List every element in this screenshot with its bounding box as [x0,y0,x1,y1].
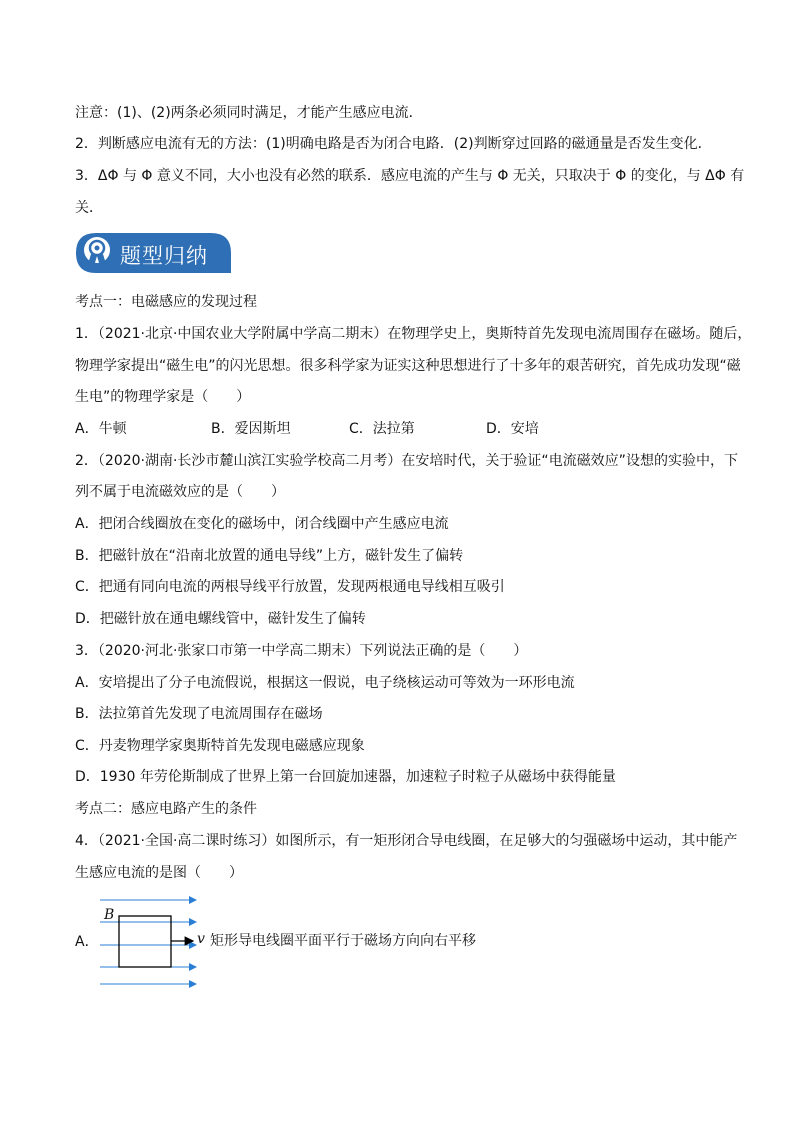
q4-option-a-label: A． [75,934,99,950]
q4-stem-line-1: 4．（2021·全国·高二课时练习）如图所示，有一矩形闭合导电线圈，在足够大的匀强磁场中运动，其中能产 [75,833,738,849]
q1-stem-line-3: 生电”的物理学家是（ ） [75,389,251,405]
section-title: 题型归纳 [120,244,208,268]
q3-option-c: C．丹麦物理学家奥斯特首先发现电磁感应现象 [75,738,365,754]
q2-option-d: D．把磁针放在通电螺线管中，磁针发生了偏转 [75,611,366,627]
q1-stem-line-1: 1．（2021·北京·中国农业大学附属中学高二期末）在物理学史上，奥斯特首先发现电流周围存在磁场。随后， [75,326,752,342]
velocity-label: v [197,931,205,947]
q2-option-a: A．把闭合线圈放在变化的磁场中，闭合线圈中产生感应电流 [75,516,449,532]
field-label: B [104,907,115,923]
q1-option-a: A．牛顿 [75,421,127,437]
q1-option-d: D．安培 [486,421,539,437]
note-line-2: 2．判断感应电流有无的方法：(1)明确电路是否为闭合电路．(2)判断穿过回路的磁通量是否发生变化． [75,136,712,152]
q1-option-c: C．法拉第 [349,421,415,437]
topic-heading-1: 考点一：电磁感应的发现过程 [75,294,257,310]
q2-option-c: C．把通有同向电流的两根导线平行放置，发现两根通电导线相互吸引 [75,579,505,595]
q4-option-a-caption: 矩形导电线圈平面平行于磁场方向向右平移 [210,933,476,949]
q2-option-b: B．把磁针放在“沿南北放置的通电导线”上方，磁针发生了偏转 [75,548,464,564]
q2-stem-line-1: 2．（2020·湖南·长沙市麓山滨江实验学校高二月考）在安培时代，关于验证“电流磁效应”设想的实验中，下 [75,453,738,469]
q1-option-b: B．爱因斯坦 [211,421,291,437]
magnetic-field-lines [100,900,196,984]
note-line-3: 3．ΔΦ 与 Φ 意义不同，大小也没有必然的联系．感应电流的产生与 Φ 无关，只取决于 Φ 的变化，与 ΔΦ 有 [75,168,745,184]
q4-stem-line-2: 生感应电流的是图（ ） [75,865,243,881]
topic-heading-2: 考点二：感应电路产生的条件 [75,801,257,817]
q3-stem: 3．（2020·河北·张家口市第一中学高二期末）下列说法正确的是（ ） [75,643,528,659]
q3-option-b: B．法拉第首先发现了电流周围存在磁场 [75,706,323,722]
rectangular-coil [119,916,171,967]
q1-stem-line-2: 物理学家提出“磁生电”的闪光思想。很多科学家为证实这种思想进行了十多年的艰苦研究，首先成功发现“磁 [75,358,741,374]
q2-stem-line-2: 列不属于电流磁效应的是（ ） [75,484,285,500]
note-line-3-cont: 关． [75,200,103,216]
note-line-1: 注意：(1)、(2)两条必须同时满足，才能产生感应电流． [75,105,423,121]
q3-option-a: A．安培提出了分子电流假说，根据这一假说，电子绕核运动可等效为一环形电流 [75,675,575,691]
q3-option-d: D．1930 年劳伦斯制成了世界上第一台回旋加速器，加速粒子时粒子从磁场中获得能量 [75,769,616,785]
